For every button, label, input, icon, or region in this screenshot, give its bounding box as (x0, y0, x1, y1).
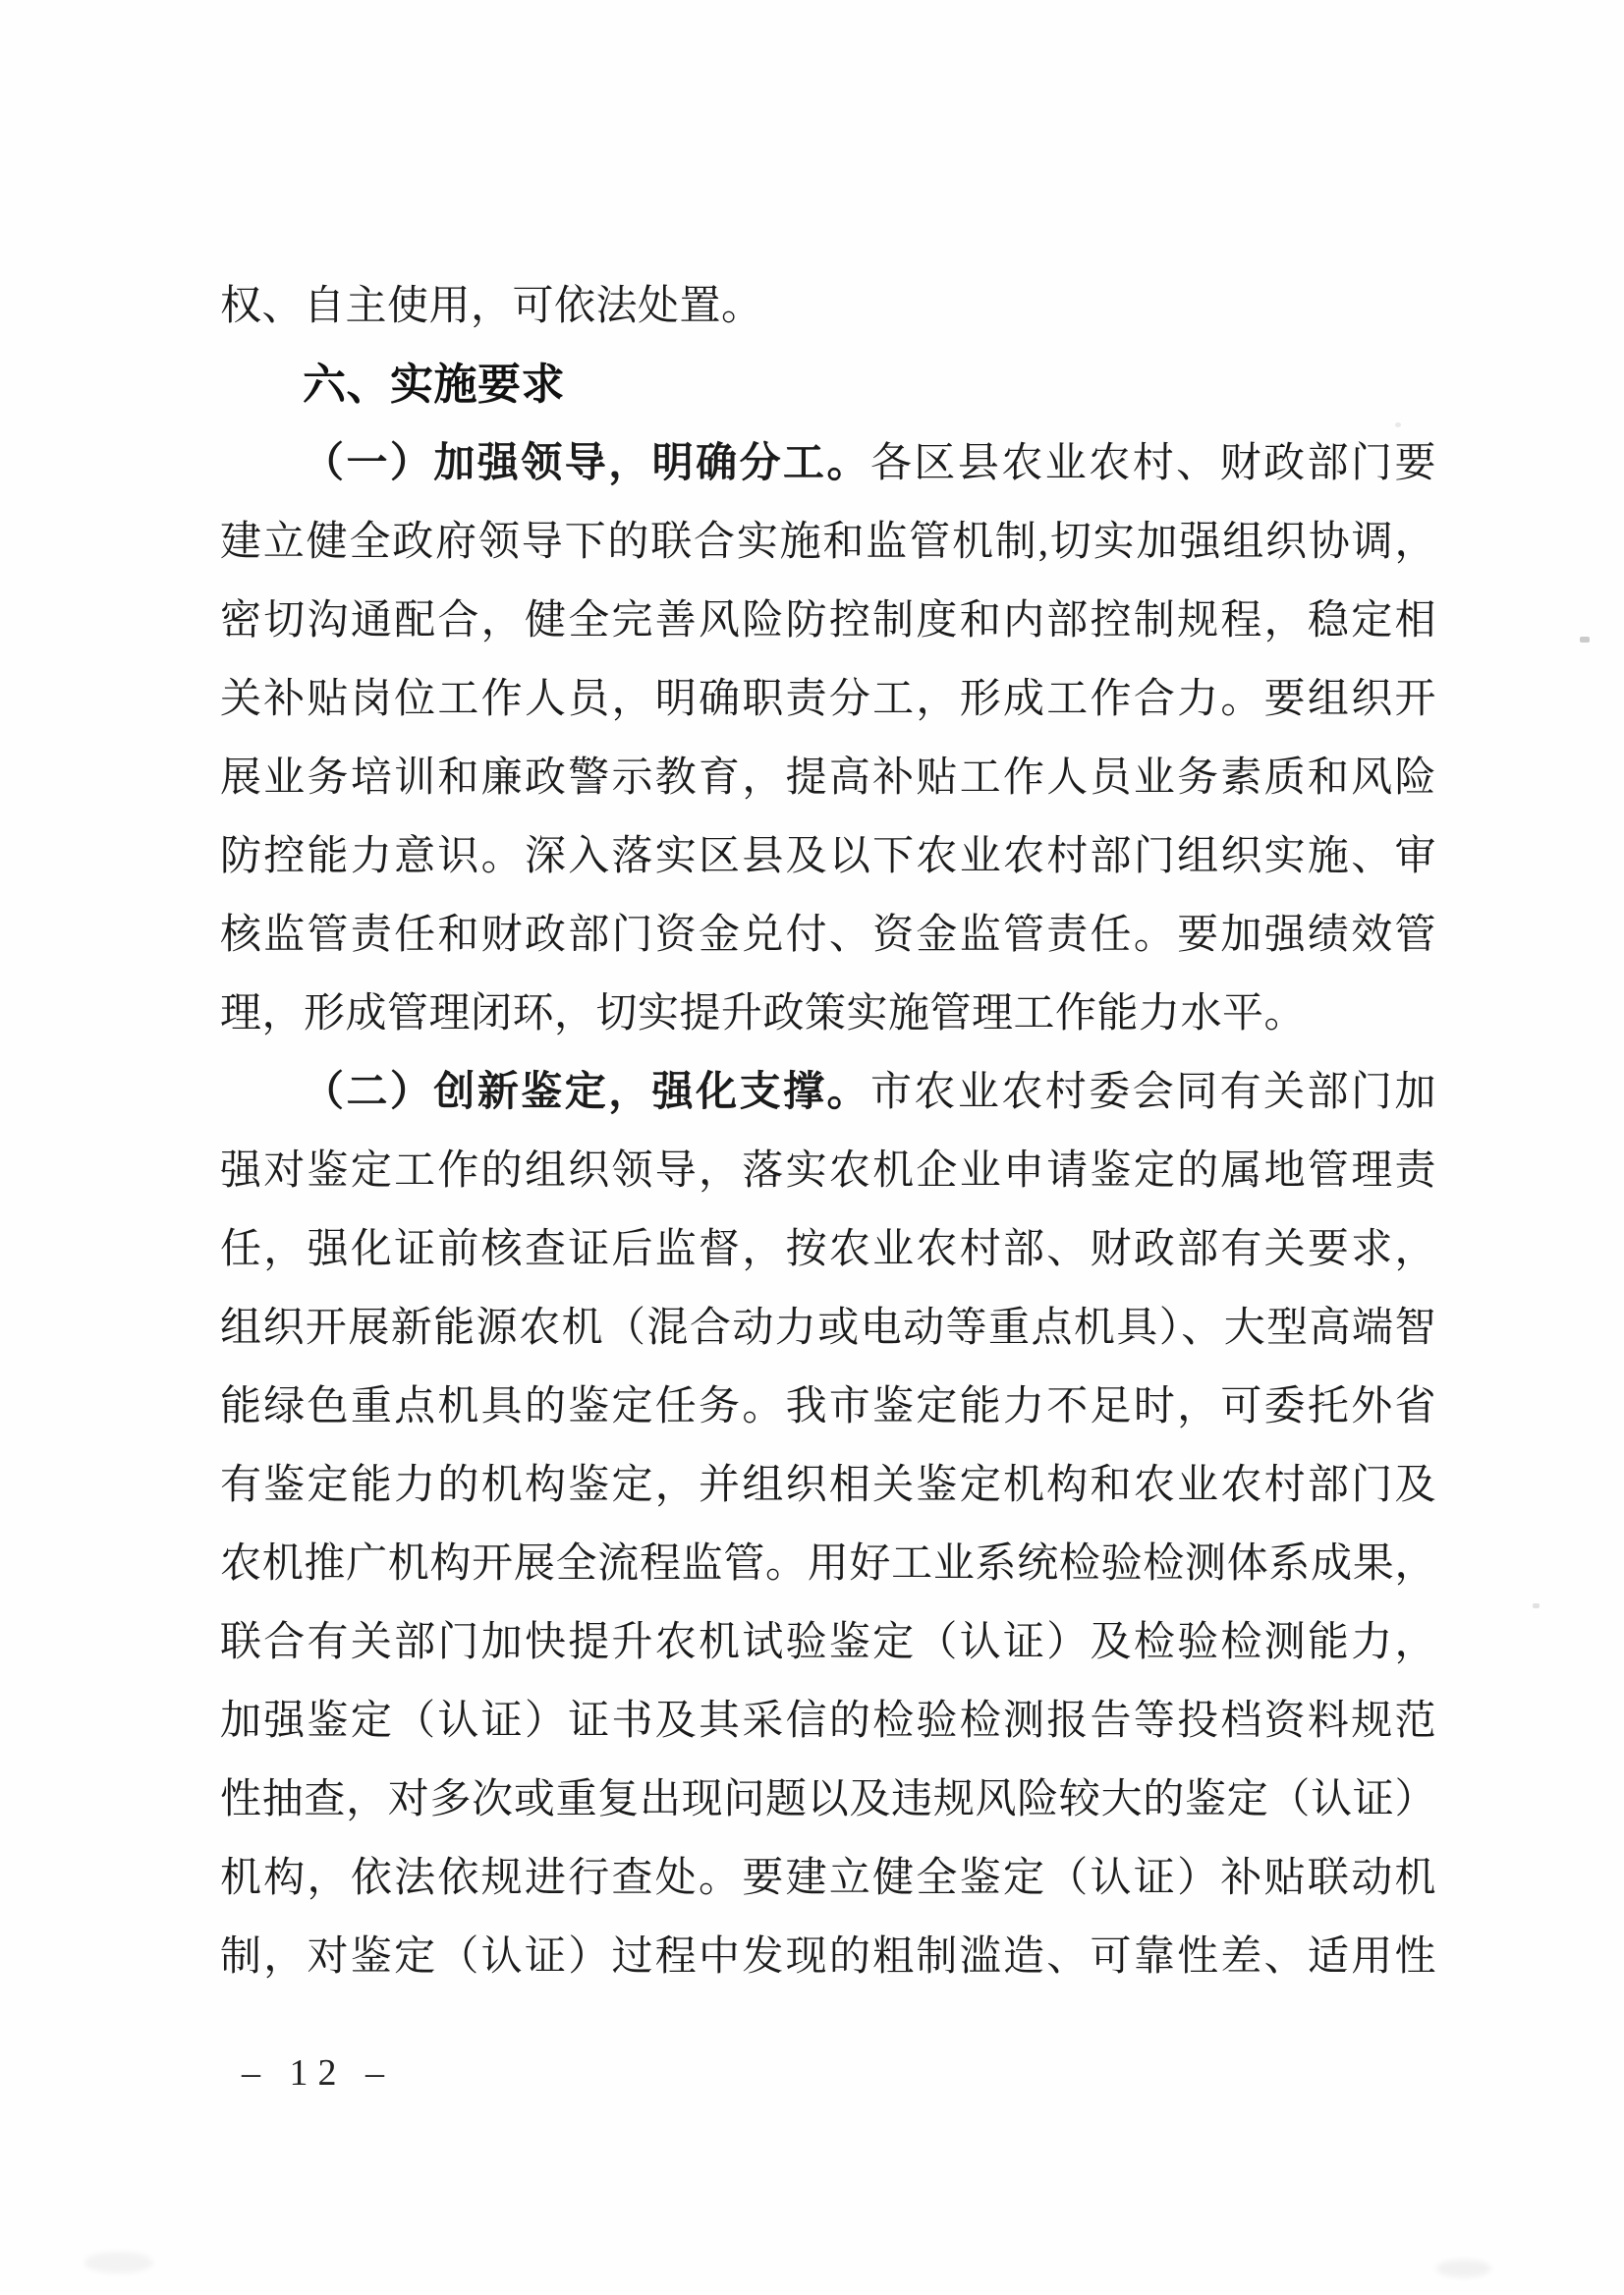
page-number: – 12 – (242, 2052, 394, 2094)
body-text: 制，对鉴定（认证）过程中发现的粗制滥造、可靠性差、适用性 (220, 1934, 1436, 1980)
body-text: 强对鉴定工作的组织领导，落实农机企业申请鉴定的属地管理责 (220, 1148, 1436, 1194)
emphasis-text: （一）加强领导，明确分工。 (303, 441, 870, 486)
body-text: 有鉴定能力的机构鉴定，并组织相关鉴定机构和农业农村部门及 (220, 1463, 1436, 1508)
body-text: 防控能力意识。深入落实区县及以下农业农村部门组织实施、审 (220, 834, 1436, 879)
body-text: 密切沟通配合，健全完善风险防控制度和内部控制规程，稳定相 (220, 598, 1436, 644)
text-line (220, 1761, 1436, 1839)
document-lines (220, 267, 1436, 1996)
text-line (220, 1682, 1436, 1761)
body-text: 关补贴岗位工作人员，明确职责分工，形成工作合力。要组织开 (220, 677, 1436, 722)
body-text: 机构，依法依规进行查处。要建立健全鉴定（认证）补贴联动机 (220, 1856, 1436, 1901)
text-line (220, 1053, 1436, 1132)
text-line (220, 1210, 1436, 1289)
body-text: 任，强化证前核查证后监督，按农业农村部、财政部有关要求， (220, 1227, 1436, 1272)
text-line (220, 267, 1436, 346)
scan-smudge (84, 2252, 153, 2273)
scan-speck (1533, 1603, 1540, 1608)
text-line (220, 739, 1436, 817)
text-line (220, 1132, 1436, 1210)
body-text: 联合有关部门加快提升农机试验鉴定（认证）及检验检测能力， (220, 1620, 1436, 1665)
text-line (220, 896, 1436, 975)
text-line (220, 1603, 1436, 1682)
body-text: 建立健全政府领导下的联合实施和监管机制,切实加强组织协调， (220, 520, 1436, 565)
text-line (220, 582, 1436, 660)
text-line (220, 1368, 1436, 1446)
body-text: 能绿色重点机具的鉴定任务。我市鉴定能力不足时，可委托外省 (220, 1384, 1436, 1429)
text-line (220, 975, 1436, 1053)
text-line (220, 1918, 1436, 1996)
scan-smudge (1436, 2260, 1491, 2277)
text-line (220, 1525, 1436, 1603)
body-text: 性抽查，对多次或重复出现问题以及违规风险较大的鉴定（认证） (220, 1777, 1436, 1822)
text-line (220, 1446, 1436, 1525)
text-line (220, 660, 1436, 739)
body-text: 各区县农业农村、财政部门要 (869, 441, 1436, 486)
body-text: 农机推广机构开展全流程监管。用好工业系统检验检测体系成果， (220, 1541, 1436, 1587)
emphasis-text: 六、实施要求 (303, 360, 565, 410)
text-line (220, 1839, 1436, 1918)
text-line (220, 424, 1436, 503)
text-line (220, 817, 1436, 896)
body-text: 权、自主使用，可依法处置。 (220, 284, 763, 329)
text-line (220, 1289, 1436, 1368)
scan-speck (1580, 637, 1590, 643)
body-text: 展业务培训和廉政警示教育，提高补贴工作人员业务素质和风险 (220, 756, 1436, 801)
body-text: 理，形成管理闭环，切实提升政策实施管理工作能力水平。 (220, 991, 1307, 1036)
text-line (220, 503, 1436, 582)
body-text: 加强鉴定（认证）证书及其采信的检验检测报告等投档资料规范 (220, 1699, 1436, 1744)
body-text: 市农业农村委会同有关部门加 (869, 1070, 1436, 1115)
body-text: 组织开展新能源农机（混合动力或电动等重点机具）、大型高端智 (220, 1306, 1436, 1351)
emphasis-text: （二）创新鉴定，强化支撑。 (303, 1070, 870, 1115)
section-heading (220, 346, 1436, 424)
body-text: 核监管责任和财政部门资金兑付、资金监管责任。要加强绩效管 (220, 913, 1436, 958)
